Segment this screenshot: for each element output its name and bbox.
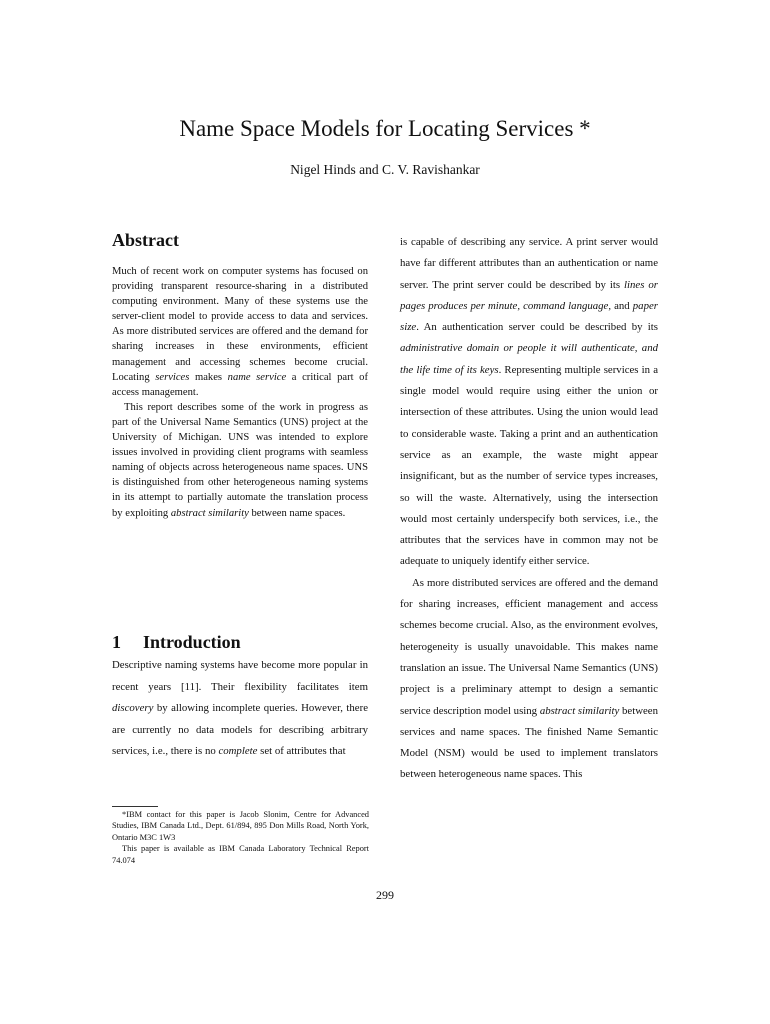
footnote-rule bbox=[112, 806, 158, 807]
right-paragraph-2: As more distributed services are offered and the demand for sharing increases, efficient management and access schemes become crucial. Also, as the environment evolves, heterogeneity is usually unavoidable. This makes name translation an issue. The Universal Name Semantics (UNS) project is a preliminary attempt to design a semantic service description model using abstract similarity between services and name spaces. The finished Name Semantic Model (NSM) would be used to implement translators between heterogeneous name spaces. This bbox=[400, 576, 659, 781]
abstract-heading: Abstract bbox=[112, 230, 179, 250]
paper-title: Name Space Models for Locating Services * bbox=[179, 116, 591, 141]
abstract-paragraph-2: This report describes some of the work in progress as part of the Universal Name Semantics (UNS) project at the University of Michigan. UNS was intended to explore issues involved in providing client programs with seamless naming of objects across heterogeneous name spaces. UNS is distinguished from other heterogeneous naming systems in its attempt to partially automate the translation process by exploiting abstract similarity between name spaces. bbox=[112, 401, 368, 519]
intro-paragraph-1: Descriptive naming systems have become more popular in recent years [11]. Their flexibility facilitates item discovery by allowing incomplete queries. However, there are currently no data models for describing arbitrary services, i.e., there is no complete set of attributes that bbox=[112, 659, 368, 758]
abstract-paragraph-1: Much of recent work on computer systems has focused on providing transparent resource-sharing in a distributed computing environment. Many of these systems use the server-client model to provide access to data and services. As more distributed services are offered and the demand for sharing increases in these environments, efficient management and accessing schemes become crucial. Locating services makes name service a critical part of access management. bbox=[112, 266, 368, 398]
paper-authors: Nigel Hinds and C. V. Ravishankar bbox=[290, 162, 480, 177]
page-number: 299 bbox=[376, 888, 394, 902]
footnote-2: This paper is available as IBM Canada Laboratory Technical Report 74.074 bbox=[112, 844, 369, 865]
right-column bbox=[400, 232, 658, 786]
abstract-body bbox=[112, 264, 368, 521]
footnote bbox=[112, 809, 369, 866]
right-paragraph-1: is capable of describing any service. A print server would have far different attributes than an authentication or name server. The print server could be described by its lines or pages produces per minute, command language, and paper size. An authentication server could be described by its administrative domain or people it will authenticate, and the life time of its keys. Representing multiple services in a single model would require using either the union or intersection of these attributes. Using the union would lead to considerable waste. Taking a print and an authentication service as an example, the waste might appear insignificant, but as the number of service types increases, so will the waste. Alternatively, using the intersection would most certainly underspecify both services, i.e., the attributes that the services have in common may not be adequate to uniquely identify either service. bbox=[400, 236, 658, 568]
intro-heading: 1 Introduction bbox=[112, 632, 241, 652]
footnote-1: *IBM contact for this paper is Jacob Slonim, Centre for Advanced Studies, IBM Canada Ltd., Dept. 61/894, 895 Don Mills Road, North York, Ontario M3C 1W3 bbox=[112, 810, 369, 842]
